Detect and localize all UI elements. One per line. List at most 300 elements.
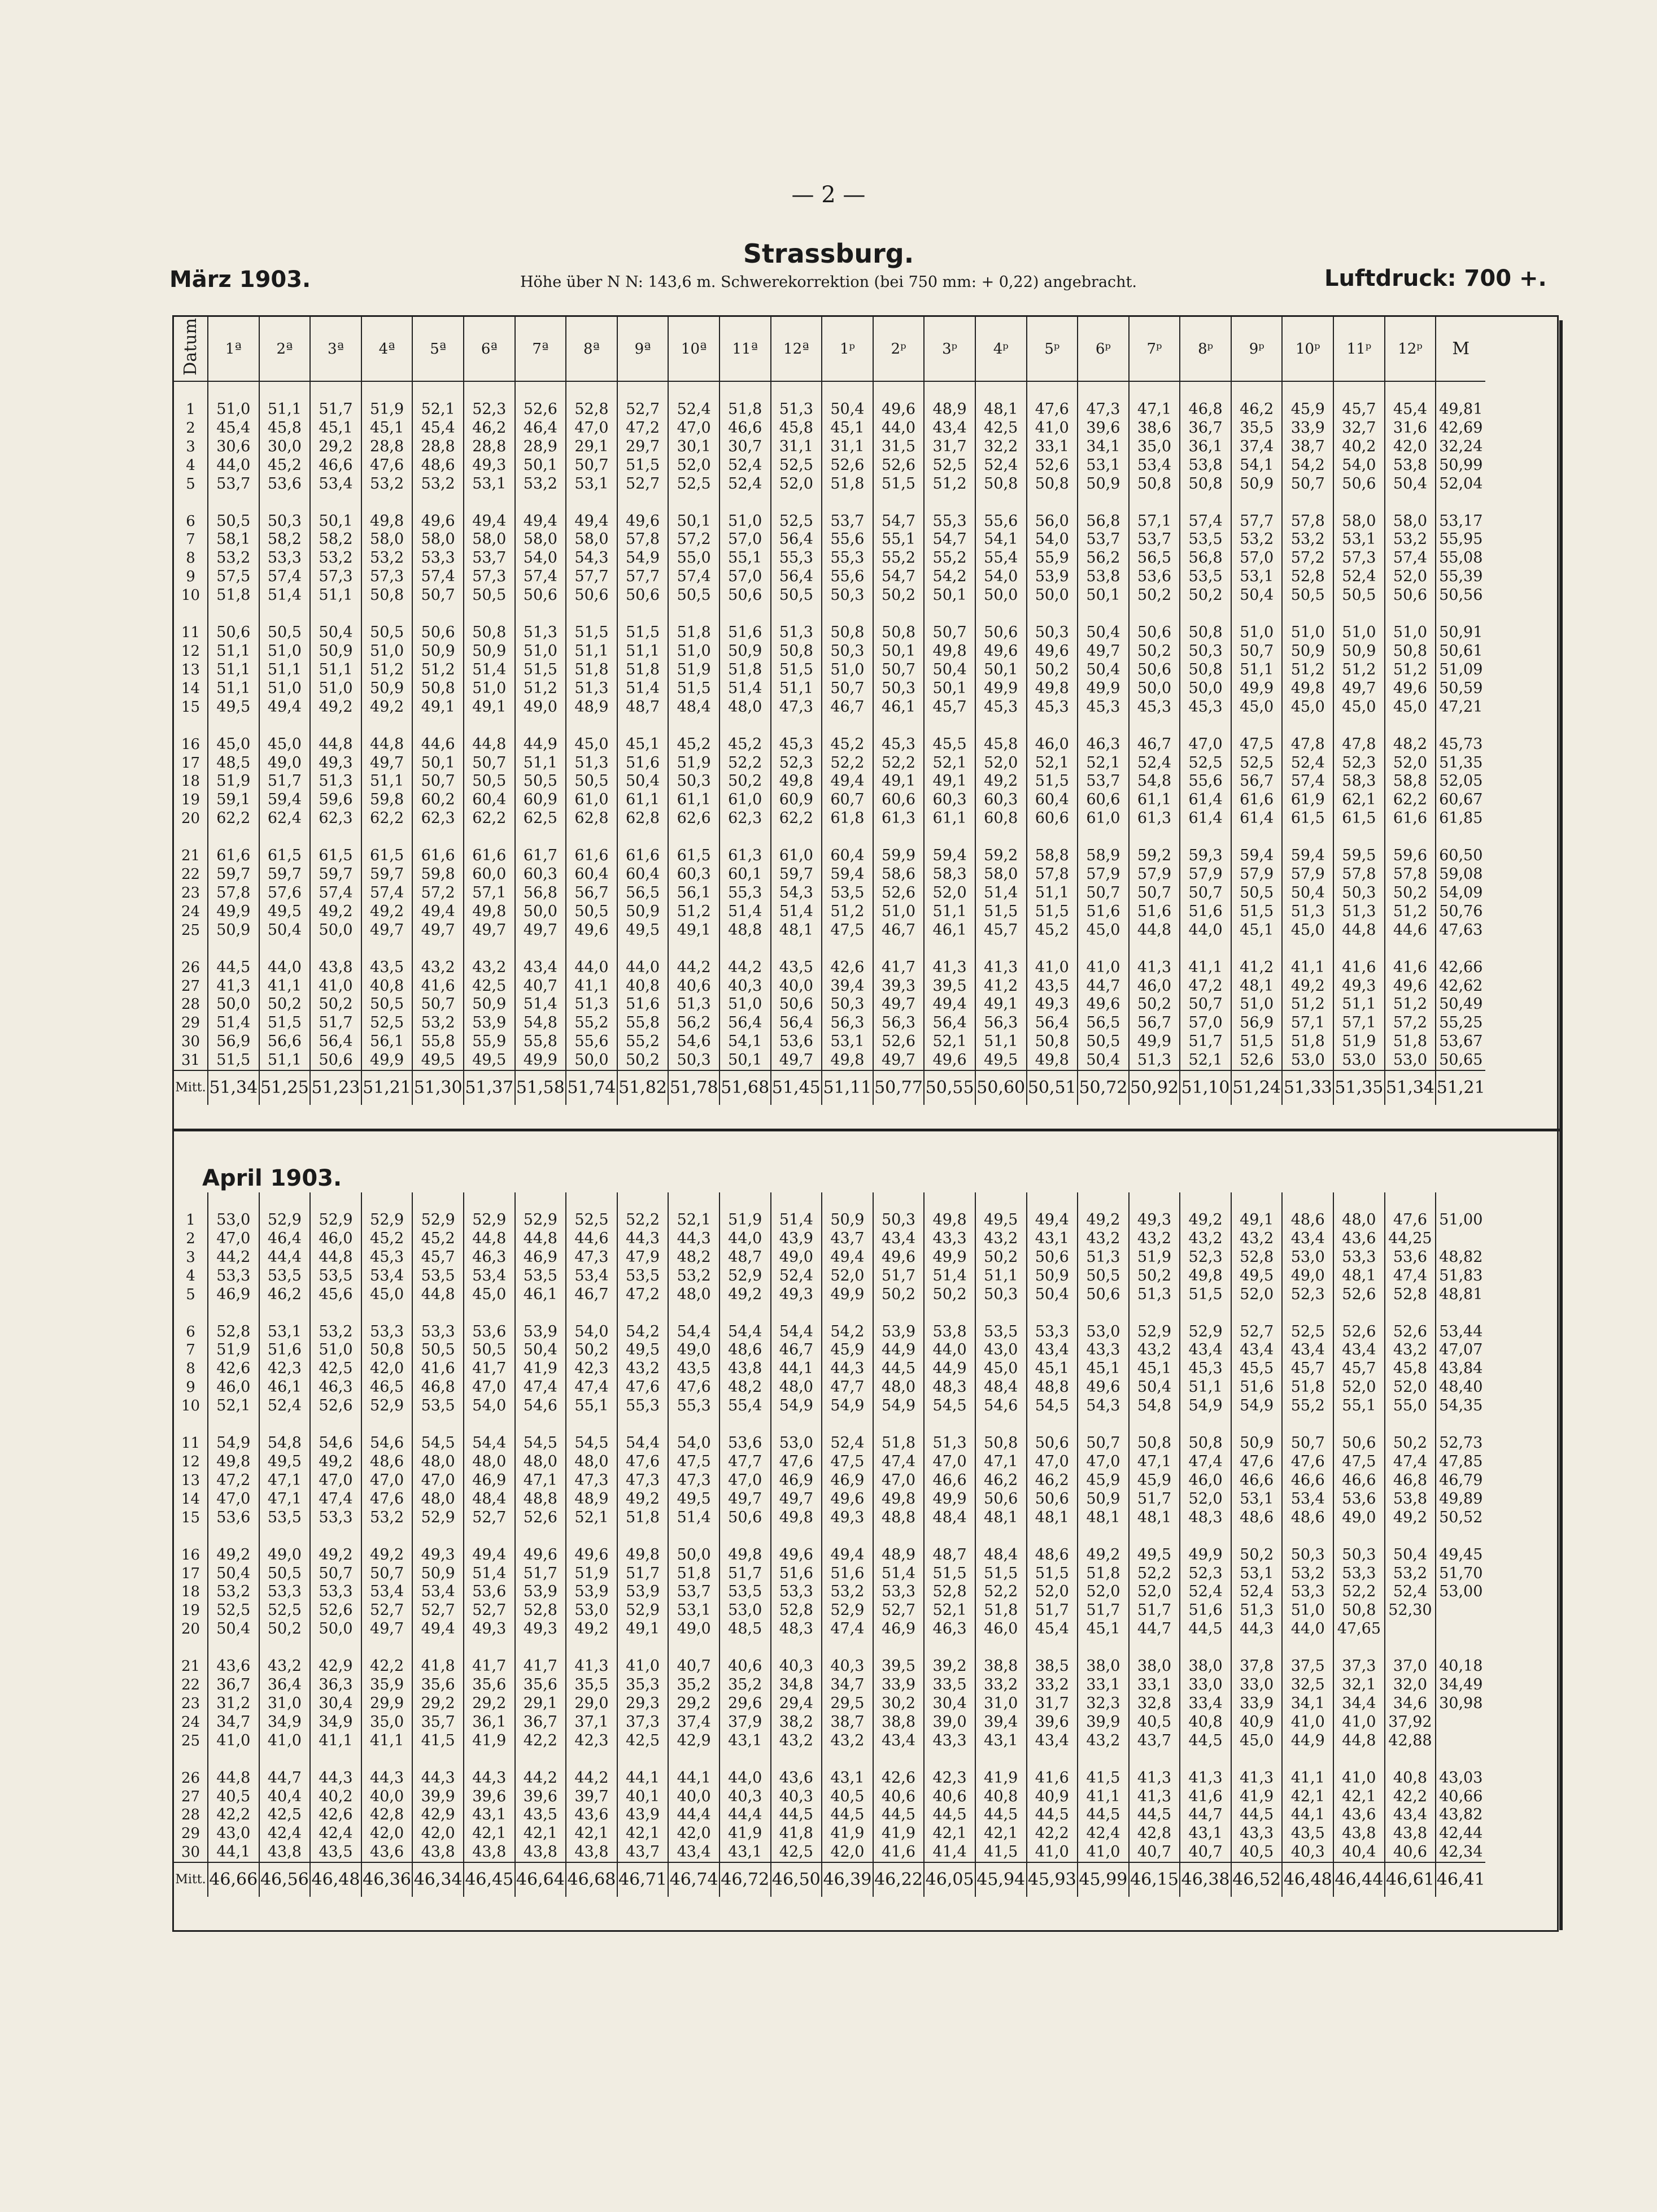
value-cell: 52,04 — [1436, 475, 1485, 494]
value-cell: 40,6 — [873, 1788, 925, 1806]
value-cell: 50,8 — [1027, 475, 1078, 494]
value-cell: 53,2 — [208, 549, 259, 568]
value-cell: 42,1 — [515, 1825, 566, 1843]
value-cell: 60,9 — [771, 791, 822, 809]
value-cell: 49,5 — [975, 1211, 1027, 1230]
value-cell: 51,0 — [208, 400, 259, 419]
value-cell: 53,5 — [259, 1267, 311, 1286]
value-cell: 50,3 — [975, 1286, 1027, 1304]
value-cell: 47,0 — [208, 1230, 259, 1248]
value-cell: 57,4 — [412, 568, 464, 586]
value-cell: 57,0 — [720, 568, 771, 586]
value-cell: 45,7 — [412, 1248, 464, 1267]
value-cell: 62,3 — [310, 809, 361, 828]
value-cell: 47,65 — [1333, 1620, 1385, 1639]
value-cell: 54,9 — [1231, 1397, 1283, 1416]
value-cell: 59,08 — [1436, 865, 1485, 884]
value-cell: 52,0 — [1180, 1490, 1231, 1509]
value-cell: 52,5 — [1180, 754, 1231, 773]
value-cell: 49,8 — [720, 1546, 771, 1565]
value-cell: 53,4 — [1129, 456, 1180, 475]
april-block — [174, 1129, 1560, 1933]
value-cell: 61,5 — [1282, 809, 1333, 828]
table-row — [174, 530, 1485, 549]
value-cell: 50,9 — [1231, 1434, 1283, 1453]
value-cell: 47,8 — [1333, 735, 1385, 754]
table-row — [174, 661, 1485, 680]
value-cell: 42,88 — [1385, 1732, 1436, 1751]
value-cell: 42,34 — [1436, 1843, 1485, 1862]
value-cell: 50,1 — [515, 456, 566, 475]
value-cell: 44,2 — [515, 1769, 566, 1788]
value-cell: 57,3 — [1333, 549, 1385, 568]
value-cell: 51,5 — [924, 1565, 975, 1583]
value-cell: 54,0 — [668, 1434, 720, 1453]
value-cell: 41,1 — [310, 1732, 361, 1751]
value-cell: 51,1 — [975, 1267, 1027, 1286]
value-cell: 51,5 — [1027, 1565, 1078, 1583]
value-cell: 51,4 — [873, 1565, 925, 1583]
table-row — [174, 995, 1485, 1014]
table-row — [174, 475, 1485, 494]
day-cell: 29 — [181, 1825, 200, 1843]
value-cell: 42,3 — [566, 1360, 617, 1378]
value-cell: 50,7 — [1129, 884, 1180, 903]
value-cell: 48,0 — [771, 1378, 822, 1397]
value-cell: 57,8 — [617, 530, 669, 549]
hour-header: 7ᵖ — [1129, 317, 1180, 381]
value-cell: 49,2 — [1180, 1211, 1231, 1230]
value-cell: 50,8 — [1180, 475, 1231, 494]
value-cell: 35,2 — [720, 1676, 771, 1695]
day-cell: 28 — [181, 996, 200, 1013]
value-cell: 41,0 — [1027, 959, 1078, 977]
value-cell: 51,2 — [1385, 661, 1436, 680]
value-cell: 54,0 — [515, 549, 566, 568]
value-cell: 49,4 — [1027, 1211, 1078, 1230]
value-cell: 46,7 — [566, 1286, 617, 1304]
value-cell: 48,0 — [873, 1378, 925, 1397]
value-cell: 37,9 — [720, 1713, 771, 1732]
value-cell: 35,5 — [566, 1676, 617, 1695]
value-cell: 51,7 — [1129, 1601, 1180, 1620]
value-cell: 52,9 — [464, 1211, 515, 1230]
value-cell: 50,8 — [1129, 475, 1180, 494]
value-cell: 44,5 — [1129, 1806, 1180, 1825]
value-cell: 50,2 — [1129, 586, 1180, 605]
value-cell: 31,7 — [1027, 1695, 1078, 1713]
value-cell: 41,9 — [1231, 1788, 1283, 1806]
value-cell: 57,1 — [1129, 512, 1180, 531]
value-cell: 62,6 — [668, 809, 720, 828]
value-cell: 51,4 — [771, 903, 822, 921]
value-cell: 61,5 — [259, 847, 311, 865]
value-cell: 51,0 — [1282, 1601, 1333, 1620]
value-cell: 61,3 — [1129, 809, 1180, 828]
value-cell: 60,3 — [668, 865, 720, 884]
value-cell: 45,4 — [1385, 400, 1436, 419]
value-cell: 42,5 — [310, 1360, 361, 1378]
value-cell: 61,0 — [720, 791, 771, 809]
value-cell: 35,6 — [464, 1676, 515, 1695]
day-cell: 13 — [181, 661, 200, 678]
value-cell: 53,3 — [412, 1323, 464, 1342]
value-cell: 44,5 — [873, 1360, 925, 1378]
value-cell: 49,6 — [1078, 995, 1129, 1014]
value-cell: 52,1 — [208, 1397, 259, 1416]
day-cell: 24 — [181, 1713, 200, 1731]
value-cell: 51,0 — [873, 903, 925, 921]
mean-cell: 51,74 — [566, 1070, 617, 1105]
value-cell: 49,0 — [259, 1546, 311, 1565]
value-cell: 44,3 — [464, 1769, 515, 1788]
value-cell: 41,0 — [1078, 959, 1129, 977]
value-cell: 50,3 — [1027, 624, 1078, 642]
value-cell: 47,4 — [822, 1620, 873, 1639]
mean-cell: 46,74 — [668, 1862, 720, 1897]
mean-label: Mitt. — [174, 1070, 208, 1105]
value-cell: 50,4 — [208, 1620, 259, 1639]
value-cell: 50,2 — [924, 1286, 975, 1304]
value-cell: 30,98 — [1436, 1695, 1485, 1713]
value-cell: 54,35 — [1436, 1397, 1485, 1416]
value-cell: 49,8 — [208, 1453, 259, 1471]
value-cell: 47,4 — [1180, 1453, 1231, 1471]
value-cell: 50,4 — [1385, 475, 1436, 494]
value-cell: 48,1 — [1129, 1509, 1180, 1527]
value-cell: 48,9 — [566, 1490, 617, 1509]
value-cell: 52,4 — [1129, 754, 1180, 773]
value-cell: 53,3 — [412, 549, 464, 568]
value-cell: 42,0 — [668, 1825, 720, 1843]
value-cell: 47,1 — [259, 1471, 311, 1490]
value-cell: 47,7 — [720, 1453, 771, 1471]
value-cell: 51,6 — [1231, 1378, 1283, 1397]
spacer-row — [174, 605, 1485, 624]
value-cell: 43,2 — [259, 1657, 311, 1676]
value-cell: 48,1 — [1078, 1509, 1129, 1527]
value-cell: 43,0 — [208, 1825, 259, 1843]
value-cell: 46,3 — [310, 1378, 361, 1397]
value-cell: 44,9 — [924, 1360, 975, 1378]
value-cell: 53,1 — [668, 1601, 720, 1620]
value-cell: 43,03 — [1436, 1769, 1485, 1788]
value-cell: 45,5 — [924, 735, 975, 754]
value-cell: 52,2 — [720, 754, 771, 773]
value-cell: 40,3 — [720, 1788, 771, 1806]
value-cell: 61,6 — [566, 847, 617, 865]
value-cell: 34,49 — [1436, 1676, 1485, 1695]
value-cell: 43,8 — [566, 1843, 617, 1862]
value-cell: 44,25 — [1385, 1230, 1436, 1248]
value-cell: 45,2 — [1027, 921, 1078, 940]
value-cell: 48,40 — [1436, 1378, 1485, 1397]
value-cell: 53,7 — [822, 512, 873, 531]
value-cell: 43,1 — [720, 1843, 771, 1862]
value-cell: 52,5 — [1282, 1323, 1333, 1342]
value-cell: 47,1 — [1129, 1453, 1180, 1471]
value-cell: 53,7 — [1078, 772, 1129, 791]
value-cell: 51,3 — [310, 772, 361, 791]
value-cell: 56,9 — [208, 1033, 259, 1051]
value-cell: 51,3 — [566, 680, 617, 698]
value-cell: 41,6 — [1385, 959, 1436, 977]
value-cell: 46,7 — [1129, 735, 1180, 754]
value-cell: 55,1 — [1333, 1397, 1385, 1416]
table-row — [174, 809, 1485, 828]
value-cell: 52,2 — [1129, 1565, 1180, 1583]
value-cell: 41,3 — [975, 959, 1027, 977]
value-cell: 51,0 — [720, 995, 771, 1014]
value-cell: 49,8 — [1180, 1267, 1231, 1286]
day-cell: 9 — [186, 1379, 195, 1396]
day-cell: 23 — [181, 1695, 200, 1712]
value-cell: 56,8 — [1078, 512, 1129, 531]
day-cell: 17 — [181, 1565, 200, 1582]
value-cell: 53,6 — [464, 1323, 515, 1342]
mean-cell: 46,66 — [208, 1862, 259, 1897]
value-cell: 28,8 — [412, 438, 464, 456]
value-cell: 49,4 — [924, 995, 975, 1014]
value-cell: 52,6 — [310, 1397, 361, 1416]
value-cell: 44,2 — [208, 1248, 259, 1267]
value-cell: 49,89 — [1436, 1490, 1485, 1509]
value-cell: 38,6 — [1129, 419, 1180, 438]
value-cell: 42,6 — [310, 1806, 361, 1825]
value-cell: 51,5 — [1231, 903, 1283, 921]
value-cell: 51,9 — [208, 772, 259, 791]
value-cell: 33,1 — [1027, 438, 1078, 456]
value-cell: 39,2 — [924, 1657, 975, 1676]
hour-header: 11ª — [720, 317, 771, 381]
value-cell: 44,8 — [1333, 1732, 1385, 1751]
value-cell: 49,9 — [515, 1051, 566, 1070]
value-cell: 47,5 — [822, 1453, 873, 1471]
value-cell: 51,0 — [1231, 995, 1283, 1014]
value-cell: 48,7 — [617, 698, 669, 717]
value-cell: 51,5 — [1231, 1033, 1283, 1051]
value-cell: 50,0 — [1027, 586, 1078, 605]
value-cell: 56,1 — [361, 1033, 413, 1051]
value-cell: 47,5 — [1231, 735, 1283, 754]
value-cell: 50,6 — [1333, 1434, 1385, 1453]
value-cell: 55,4 — [720, 1397, 771, 1416]
mean-cell: 51,10 — [1180, 1070, 1231, 1105]
value-cell: 52,1 — [924, 1601, 975, 1620]
value-cell: 50,6 — [1078, 1286, 1129, 1304]
value-cell: 47,2 — [1180, 977, 1231, 996]
value-cell: 44,5 — [1180, 1620, 1231, 1639]
value-cell: 50,9 — [1282, 642, 1333, 661]
value-cell: 55,6 — [1180, 772, 1231, 791]
value-cell: 43,5 — [668, 1360, 720, 1378]
value-cell: 41,5 — [412, 1732, 464, 1751]
value-cell: 42,5 — [259, 1806, 311, 1825]
value-cell: 44,0 — [617, 959, 669, 977]
day-cell: 11 — [181, 1435, 200, 1452]
value-cell: 54,5 — [515, 1434, 566, 1453]
mean-cell: 46,36 — [361, 1862, 413, 1897]
value-cell: 39,7 — [566, 1788, 617, 1806]
value-cell: 55,3 — [924, 512, 975, 531]
value-cell: 57,1 — [464, 884, 515, 903]
value-cell: 51,5 — [771, 661, 822, 680]
value-cell: 52,6 — [310, 1601, 361, 1620]
value-cell: 54,0 — [464, 1397, 515, 1416]
value-cell: 44,5 — [822, 1806, 873, 1825]
value-cell: 47,7 — [822, 1378, 873, 1397]
value-cell: 30,2 — [873, 1695, 925, 1713]
value-cell: 46,4 — [515, 419, 566, 438]
value-cell: 41,3 — [566, 1657, 617, 1676]
day-cell: 14 — [181, 1490, 200, 1508]
hour-header: 10ᵖ — [1282, 317, 1333, 381]
value-cell: 51,1 — [975, 1033, 1027, 1051]
value-cell: 30,0 — [259, 438, 311, 456]
value-cell: 50,6 — [617, 586, 669, 605]
value-cell: 61,9 — [1282, 791, 1333, 809]
value-cell: 57,0 — [1180, 1014, 1231, 1033]
value-cell: 53,3 — [259, 549, 311, 568]
value-cell: 49,7 — [771, 1051, 822, 1070]
value-cell: 54,2 — [617, 1323, 669, 1342]
value-cell: 49,5 — [668, 1490, 720, 1509]
value-cell: 33,4 — [1180, 1695, 1231, 1713]
day-cell: 7 — [186, 1342, 195, 1359]
value-cell: 53,5 — [822, 884, 873, 903]
value-cell: 52,0 — [1078, 1583, 1129, 1601]
value-cell: 53,2 — [361, 475, 413, 494]
value-cell: 50,7 — [310, 1565, 361, 1583]
value-cell: 52,9 — [1129, 1323, 1180, 1342]
mean-cell: 50,51 — [1027, 1070, 1078, 1105]
value-cell: 55,9 — [1027, 549, 1078, 568]
value-cell: 50,76 — [1436, 903, 1485, 921]
hour-header: 6ᵖ — [1078, 317, 1129, 381]
value-cell: 48,7 — [924, 1546, 975, 1565]
value-cell: 44,0 — [720, 1230, 771, 1248]
value-cell: 40,5 — [1129, 1713, 1180, 1732]
value-cell: 52,0 — [1385, 1378, 1436, 1397]
value-cell: 51,6 — [771, 1565, 822, 1583]
value-cell: 49,4 — [822, 1546, 873, 1565]
value-cell: 51,8 — [566, 661, 617, 680]
value-cell: 50,5 — [771, 586, 822, 605]
value-cell: 40,7 — [515, 977, 566, 996]
value-cell: 60,4 — [464, 791, 515, 809]
value-cell: 48,1 — [975, 400, 1027, 419]
value-cell: 50,9 — [1333, 642, 1385, 661]
value-cell: 50,9 — [822, 1211, 873, 1230]
value-cell: 44,1 — [771, 1360, 822, 1378]
value-cell: 51,7 — [515, 1565, 566, 1583]
value-cell: 42,66 — [1436, 959, 1485, 977]
value-cell: 51,5 — [617, 624, 669, 642]
value-cell: 41,3 — [208, 977, 259, 996]
value-cell: 41,0 — [310, 977, 361, 996]
day-cell: 30 — [181, 1844, 200, 1861]
value-cell: 44,2 — [720, 959, 771, 977]
value-cell: 51,8 — [617, 1509, 669, 1527]
value-cell: 51,5 — [975, 903, 1027, 921]
value-cell: 42,2 — [208, 1806, 259, 1825]
value-cell: 41,9 — [975, 1769, 1027, 1788]
value-cell: 52,3 — [1180, 1565, 1231, 1583]
value-cell: 47,0 — [668, 419, 720, 438]
value-cell: 46,2 — [259, 1286, 311, 1304]
value-cell: 61,6 — [412, 847, 464, 865]
value-cell: 54,6 — [361, 1434, 413, 1453]
value-cell: 50,1 — [975, 661, 1027, 680]
value-cell: 41,2 — [1231, 959, 1283, 977]
value-cell: 52,5 — [361, 1014, 413, 1033]
value-cell: 31,1 — [771, 438, 822, 456]
value-cell: 33,1 — [1129, 1676, 1180, 1695]
value-cell: 44,1 — [617, 1769, 669, 1788]
value-cell: 35,5 — [1231, 419, 1283, 438]
march-block — [174, 317, 1560, 1129]
value-cell: 53,5 — [1180, 530, 1231, 549]
value-cell: 45,0 — [1231, 698, 1283, 717]
value-cell: 57,4 — [1385, 549, 1436, 568]
value-cell: 50,1 — [924, 680, 975, 698]
value-cell: 46,6 — [720, 419, 771, 438]
value-cell: 36,4 — [259, 1676, 311, 1695]
value-cell: 57,8 — [1333, 865, 1385, 884]
value-cell: 49,6 — [1027, 642, 1078, 661]
value-cell: 53,6 — [720, 1434, 771, 1453]
value-cell: 42,5 — [771, 1843, 822, 1862]
value-cell: 50,4 — [1385, 1546, 1436, 1565]
value-cell: 50,0 — [566, 1051, 617, 1070]
value-cell: 50,2 — [1385, 884, 1436, 903]
value-cell: 54,6 — [668, 1033, 720, 1051]
value-cell: 54,0 — [1333, 456, 1385, 475]
value-cell: 31,1 — [822, 438, 873, 456]
day-cell: 10 — [181, 587, 200, 604]
value-cell: 51,8 — [873, 1434, 925, 1453]
value-cell: 50,3 — [1282, 1546, 1333, 1565]
value-cell: 52,7 — [873, 1601, 925, 1620]
value-cell: 49,9 — [1231, 680, 1283, 698]
value-cell: 51,7 — [720, 1565, 771, 1583]
value-cell: 36,1 — [1180, 438, 1231, 456]
value-cell: 53,2 — [208, 1583, 259, 1601]
value-cell: 50,9 — [617, 903, 669, 921]
value-cell: 41,7 — [464, 1657, 515, 1676]
value-cell: 32,7 — [1333, 419, 1385, 438]
value-cell: 42,3 — [259, 1360, 311, 1378]
value-cell: 61,85 — [1436, 809, 1485, 828]
value-cell: 44,8 — [515, 1230, 566, 1248]
value-cell: 52,5 — [1231, 754, 1283, 773]
value-cell: 45,2 — [720, 735, 771, 754]
value-cell: 48,4 — [924, 1509, 975, 1527]
value-cell: 51,1 — [208, 661, 259, 680]
table-row — [174, 1601, 1485, 1620]
value-cell: 49,4 — [259, 698, 311, 717]
value-cell: 52,3 — [1282, 1286, 1333, 1304]
value-cell: 49,9 — [822, 1286, 873, 1304]
value-cell: 50,5 — [1333, 586, 1385, 605]
table-row — [174, 1583, 1485, 1601]
table-row — [174, 1695, 1485, 1713]
mean-cell: 51,23 — [310, 1070, 361, 1105]
value-cell: 46,9 — [873, 1620, 925, 1639]
value-cell: 51,4 — [515, 995, 566, 1014]
table-row — [174, 1033, 1485, 1051]
value-cell: 52,7 — [617, 475, 669, 494]
